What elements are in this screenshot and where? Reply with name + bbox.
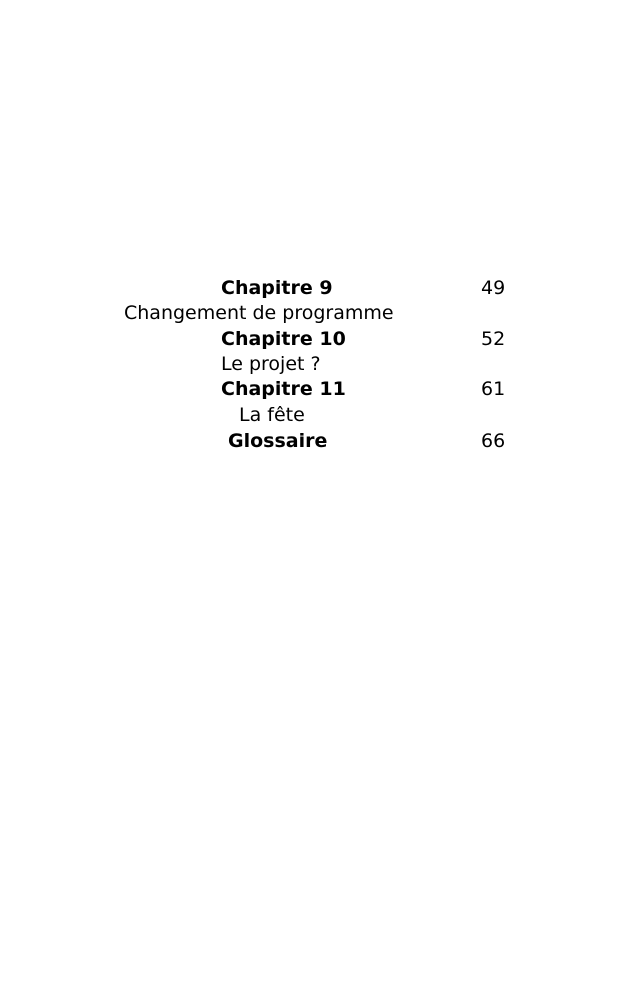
toc-chapter-title: Le projet ?	[221, 353, 321, 375]
toc-page-number: 66	[481, 430, 506, 452]
toc-chapter-title: La fête	[239, 404, 305, 426]
toc-chapter-heading: Chapitre 10	[221, 328, 346, 350]
toc-page-number: 61	[481, 378, 506, 400]
toc-page-number: 49	[481, 277, 506, 299]
toc-glossary-heading: Glossaire	[228, 430, 328, 452]
toc-chapter-heading: Chapitre 11	[221, 378, 346, 400]
toc-chapter-heading: Chapitre 9	[221, 277, 333, 299]
toc-page-number: 52	[481, 328, 506, 350]
toc-chapter-title: Changement de programme	[124, 302, 394, 324]
